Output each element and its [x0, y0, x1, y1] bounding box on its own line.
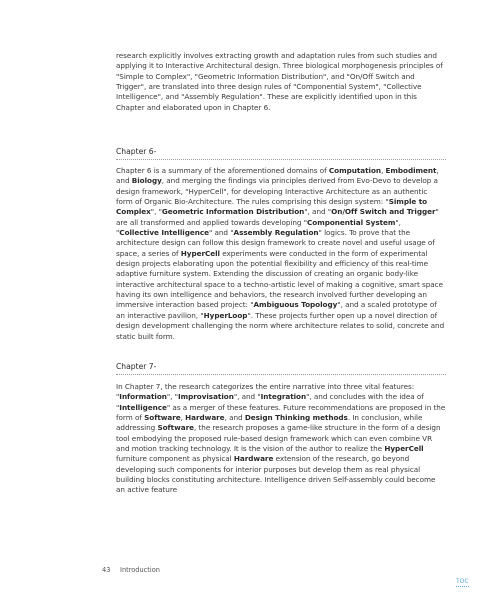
bold-term: Geometric Information Distribution	[161, 207, 305, 217]
text-run: experiments were conducted in the form of experimental design projects elaborating upon the potential flexibility and efficiency of this real-time adaptive furniture system. Extending the discussion of creating an organic body-like interactive architectural space to a techno-artistic level of making a cognitive, smart space having its own intelligence and behaviors, the research involved further developing an immersive interaction based project: "	[116, 248, 444, 310]
text-run: ,	[380, 166, 386, 175]
text-run: ", and "	[233, 392, 261, 402]
text-run: " and "	[208, 228, 234, 238]
bold-term: HyperLoop	[203, 310, 248, 320]
chapter-6-paragraph	[116, 166, 446, 342]
text-run: ,	[180, 413, 186, 423]
bold-term: Hardware	[233, 454, 274, 464]
text-run: extension of the research, go beyond developing such components for interior purposes but develop them as real physical building blocks constituting architecture. Intelligence driven Self-assembly could become an active feature	[116, 454, 436, 495]
text-run: , and	[116, 166, 439, 186]
bold-term: Hardware	[185, 413, 225, 423]
page-number: 43	[102, 566, 111, 574]
bold-term: Computation	[328, 166, 381, 175]
bold-term: Integration	[260, 392, 307, 402]
bold-term: HyperCell	[180, 248, 220, 258]
text-run: ", "	[116, 217, 401, 238]
text-run: ", and concludes with the idea of "	[116, 392, 424, 412]
bold-term: Design Thinking methods	[244, 413, 348, 423]
toc-link[interactable]: TOC	[456, 578, 469, 585]
chapter-7-divider	[116, 374, 446, 375]
text-run: ", and "	[304, 207, 332, 217]
running-footer-section: Introduction	[120, 566, 160, 574]
text-run: . In conclusion, while addressing	[116, 413, 423, 433]
text-run: ". These projects further open up a novel direction of design development challenging the norm where architecture relates to solid, concrete and static built form.	[116, 310, 445, 341]
intro-paragraph	[116, 51, 446, 113]
bold-term: HyperCell	[384, 444, 424, 454]
bold-term: On/Off Switch and Trigger	[331, 207, 436, 217]
bold-term: Software	[157, 423, 194, 433]
text-run: , and	[224, 413, 245, 423]
intro-text: research explicitly involves extracting growth and adaptation rules from such studies and applying it to Interactive Architectural design. Three biological morphogenesis principles of "Simple to Complex", "Geometric Information Distribution", and "On/Off Switch and Trigger", are translated into three design rules of "Componential System", "Collective Intelligence", and "Assembly Regulation". These are explicitly identified upon in this Chapter and elaborated upon in Chapter 6.	[116, 51, 443, 112]
bold-term: Ambiguous Topology	[253, 300, 338, 310]
chapter-6-divider	[116, 159, 446, 160]
bold-term: Biology	[131, 176, 162, 186]
text-run: furniture component as physical	[116, 454, 234, 464]
text-run: ", "	[150, 207, 162, 217]
bold-term: Embodiment	[385, 166, 437, 175]
bold-term: Assembly Regulation	[233, 228, 319, 238]
text-run: ", and a scaled prototype of an interactive pavilion, "	[116, 300, 437, 320]
chapter-7-heading: Chapter 7-	[116, 362, 157, 371]
text-run: In Chapter 7, the research categorizes the entire narrative into three vital features: "	[116, 382, 415, 402]
text-run: , the research proposes a game-like structure in the form of a design tool embodying the proposed rule-based design framework which can even combine VR and motion tracking technology. It is the vision of the author to realize the	[116, 423, 441, 454]
bold-term: Improvisation	[177, 392, 234, 402]
bold-term: Software	[144, 413, 181, 423]
text-run: Chapter 6 is a summary of the aforementioned domains of	[116, 166, 329, 175]
text-run: ", "	[166, 392, 178, 402]
bold-term: Simple to Complex	[116, 197, 428, 217]
bold-term: Collective Intelligence	[119, 228, 209, 238]
text-run: " are all transformed and applied towards developing "	[116, 207, 439, 227]
text-run: " logics. To prove that the architecture design can follow this design framework to create novel and useful usage of space, a series of	[116, 228, 435, 258]
bold-term: Intelligence	[119, 402, 167, 412]
text-run: , and merging the findings via principles derived from Evo-Devo to develop a design framework, "HyperCell", for developing Interactive Architecture as an authentic form of Organic Bio-Architecture. The rules comprising this design system: "	[116, 176, 438, 207]
bold-term: Information	[119, 392, 167, 402]
chapter-6-heading: Chapter 6-	[116, 147, 157, 156]
bold-term: Componential System	[307, 217, 396, 227]
chapter-7-paragraph	[116, 382, 446, 496]
text-run: " as a merger of these features. Future recommendations are proposed in the form of	[116, 402, 446, 423]
